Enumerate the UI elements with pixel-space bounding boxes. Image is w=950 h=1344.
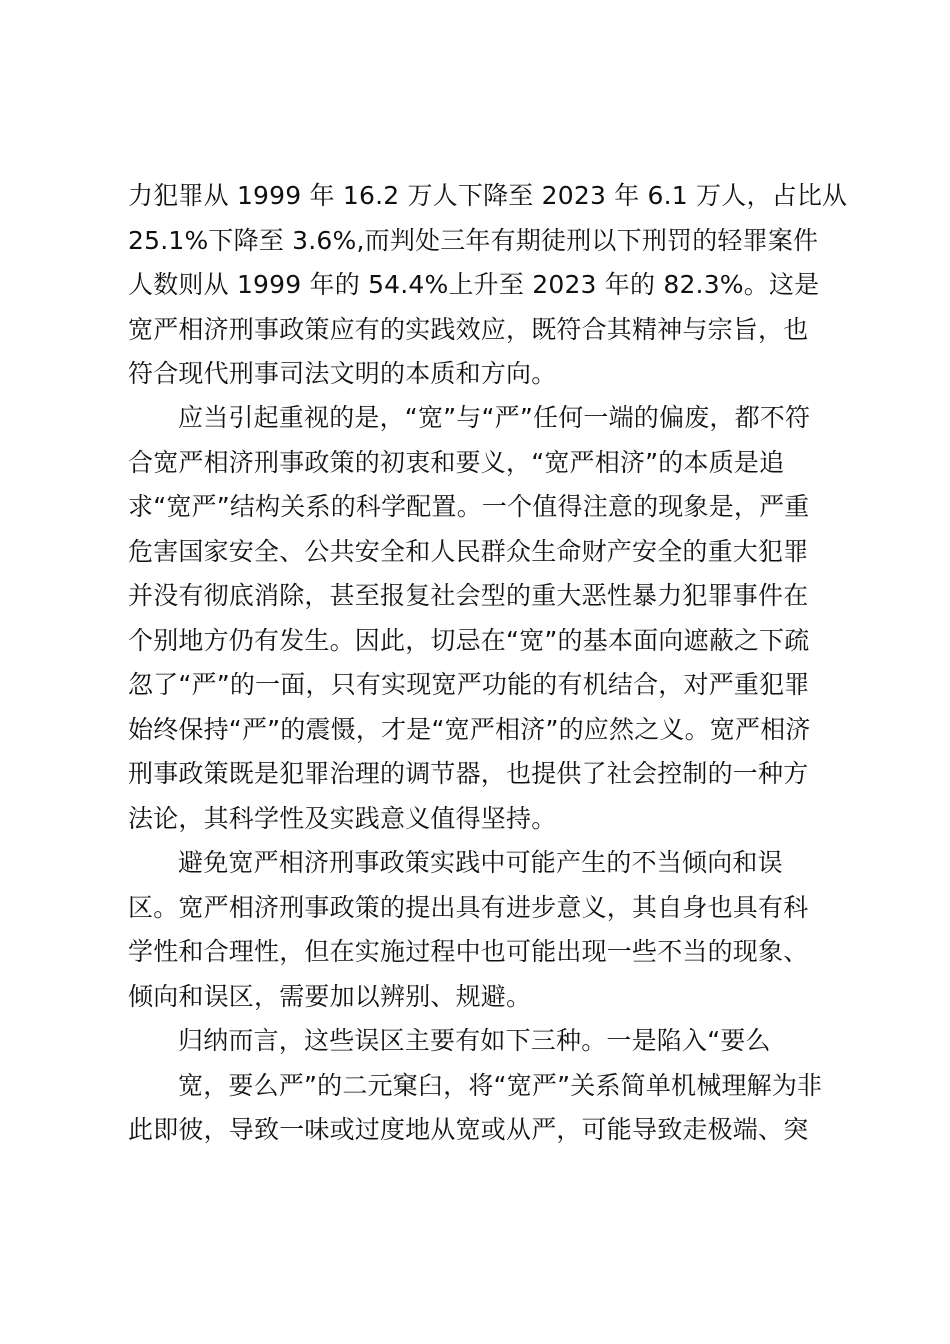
text-line: 符合现代刑事司法文明的本质和方向。 (128, 359, 557, 388)
text-line: 求“宽严”结构关系的科学配置。一个值得注意的现象是，严重 (128, 492, 810, 521)
text-line: 宽，要么严”的二元窠臼，将“宽严”关系简单机械理解为非 (178, 1071, 823, 1100)
text-line: 法论，其科学性及实践意义值得坚持。 (128, 804, 557, 833)
text-line: 人数则从 1999 年的 54.4%上升至 2023 年的 82.3%。这是 (128, 270, 820, 299)
text-line: 并没有彻底消除，甚至报复社会型的重大恶性暴力犯罪事件在 (128, 581, 809, 610)
paragraph-start-line: 应当引起重视的是，“宽”与“严”任何一端的偏废，都不符 (178, 403, 811, 432)
text-line: 危害国家安全、公共安全和人民群众生命财产安全的重大犯罪 (128, 537, 809, 566)
text-line: 刑事政策既是犯罪治理的调节器，也提供了社会控制的一种方 (128, 759, 809, 788)
paragraph-start-line: 避免宽严相济刑事政策实践中可能产生的不当倾向和误 (178, 848, 783, 877)
text-line: 倾向和误区，需要加以辨别、规避。 (128, 982, 532, 1011)
text-line: 25.1%下降至 3.6%,而判处三年有期徒刑以下刑罚的轻罪案件 (128, 226, 819, 255)
text-line: 合宽严相济刑事政策的初衷和要义，“宽严相济”的本质是追 (128, 448, 785, 477)
text-line: 区。宽严相济刑事政策的提出具有进步意义，其自身也具有科 (128, 893, 809, 922)
text-line: 个别地方仍有发生。因此，切忌在“宽”的基本面向遮蔽之下疏 (128, 626, 810, 655)
text-line: 始终保持“严”的震慑，才是“宽严相济”的应然之义。宽严相济 (128, 715, 811, 744)
text-line: 此即彼，导致一味或过度地从宽或从严，可能导致走极端、突 (128, 1115, 809, 1144)
paragraph-start-line: 归纳而言，这些误区主要有如下三种。一是陷入“要么 (178, 1026, 771, 1055)
text-line: 忽了“严”的一面，只有实现宽严功能的有机结合，对严重犯罪 (128, 670, 810, 699)
text-line: 学性和合理性，但在实施过程中也可能出现一些不当的现象、 (128, 937, 809, 966)
text-line: 宽严相济刑事政策应有的实践效应，既符合其精神与宗旨，也 (128, 315, 809, 344)
text-line: 力犯罪从 1999 年 16.2 万人下降至 2023 年 6.1 万人，占比从 (128, 181, 848, 210)
